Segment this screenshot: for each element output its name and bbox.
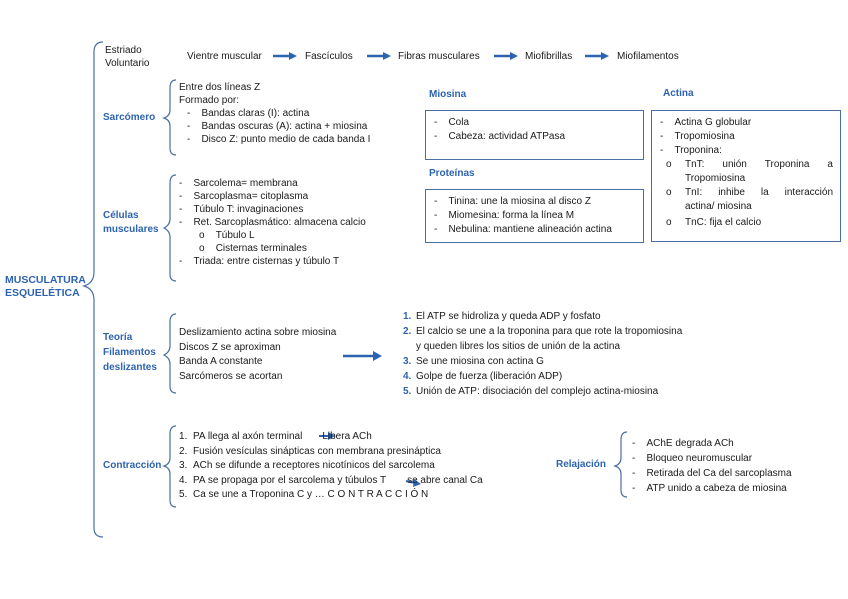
teoria-title (103, 330, 157, 375)
teoria-step-0-text: El ATP se hidroliza y queda ADP y fosfato (416, 311, 601, 322)
teoria-step-4-text: Golpe de fuerza (liberación ADP) (416, 371, 563, 382)
celulas-item-1-text: Sarcoplasma= citoplasma (193, 191, 309, 202)
celulas-subitem-1-text: Cisternas terminales (215, 243, 307, 254)
actina-item-0: - Actina G globular (660, 117, 752, 128)
contraccion-s2: Fusión vesículas sinápticas con membrana presináptica (193, 445, 441, 457)
relajacion-item-1: - Bloqueo neuromuscular (632, 453, 753, 464)
actina-tnt-line2: Tropomiosina (685, 173, 746, 184)
celulas-subitem-0-text: Túbulo L (215, 230, 255, 241)
teoria-step-3-num: 3. (403, 356, 412, 367)
celulas-title-1: Células (103, 210, 139, 221)
teoria-step-2-text: y queden libres los sitios de unión de la actina (416, 341, 621, 352)
teoria-list (179, 326, 336, 384)
sarcomero-title: Sarcómero (103, 112, 156, 123)
sarcomero-bracket (164, 80, 176, 155)
teoria-item-2: Banda A constante (179, 356, 263, 367)
celulas-item-0: - Sarcolema= membrana (179, 178, 298, 189)
actina-tni-w0: TnI: (685, 187, 703, 198)
actina-tnc-bullet: o (666, 217, 672, 228)
miosina-title: Miosina (429, 89, 467, 100)
teoria-step-0 (403, 309, 682, 324)
teoria-step-0-num: 1. (403, 311, 412, 322)
relajacion-item-2: - Retirada del Ca del sarcoplasma (632, 468, 792, 479)
type-label-1: Estriado (105, 45, 142, 56)
relajacion-item-0: - AChE degrada ACh (632, 438, 734, 449)
celulas-list (179, 177, 366, 268)
actina-item-2: - Troponina: (660, 145, 722, 156)
contraccion-title: Contracción (103, 460, 162, 471)
miosina-item-1: - Cabeza: actividad ATPasa (434, 131, 566, 142)
chain-item-1: Fascículos (305, 51, 353, 62)
root-title (5, 274, 86, 300)
teoria-item-0: Deslizamiento actina sobre miosina (179, 327, 337, 338)
chain-item-2: Fibras musculares (398, 51, 480, 62)
teoria-step-1-text: El calcio se une a la troponina para que rote la tropomiosina (416, 326, 683, 337)
relajacion-item-0-text: AChE degrada ACh (646, 438, 734, 449)
miosina-item-0-text: Cola (448, 117, 470, 128)
proteinas-item-2-text: Nebulina: mantiene alineación actina (448, 224, 612, 235)
chain-item-4: Miofilamentos (617, 51, 679, 62)
celulas-item-1: - Sarcoplasma= citoplasma (179, 191, 309, 202)
actina-tnc-line: TnC: fija el calcio (685, 217, 762, 228)
teoria-step-3-text: Se une miosina con actina G (416, 356, 544, 367)
contraccion-step-5 (179, 488, 483, 503)
sarcomero-line-1: Entre dos líneas Z (179, 82, 261, 93)
teoria-title-2: Filamentos (103, 347, 156, 358)
chain-item-0: Vientre muscular (187, 51, 262, 62)
teoria-step-3 (403, 354, 682, 369)
celulas-item-2-text: Túbulo T: invaginaciones (193, 204, 304, 215)
root-title-line1: MUSCULATURA (5, 274, 86, 286)
actina-tnt-line (685, 158, 833, 171)
actina-tnt-w3: a (827, 159, 833, 170)
celulas-item-3: - Ret. Sarcoplasmático: almacena calcio (179, 217, 366, 228)
chain-item-3: Miofibrillas (525, 51, 573, 62)
teoria-step-5 (403, 384, 682, 399)
contraccion-step-4 (179, 474, 483, 489)
celulas-subitem-0: o Túbulo L (199, 230, 255, 241)
actina-item-1: - Tropomiosina (660, 131, 735, 142)
actina-tni-line (685, 186, 833, 199)
contraccion-num-1: 1. (179, 431, 188, 442)
teoria-step-5-text: Unión de ATP: disociación del complejo actina-miosina (416, 386, 659, 397)
celulas-item-2: - Túbulo T: invaginaciones (179, 204, 304, 215)
actina-tni-w2: la (760, 187, 769, 198)
contraccion-num-5: 5. (179, 489, 188, 500)
relajacion-item-1-text: Bloqueo neuromuscular (646, 453, 753, 464)
proteinas-item-2: - Nebulina: mantiene alineación actina (434, 224, 612, 235)
type-label-2: Voluntario (105, 58, 150, 69)
proteinas-item-1: - Miomesina: forma la línea M (434, 210, 575, 221)
relajacion-title: Relajación (556, 459, 607, 470)
miosina-box (425, 110, 644, 160)
proteinas-item-0: - Tinina: une la miosina al disco Z (434, 196, 591, 207)
relajacion-bracket (615, 432, 627, 497)
actina-tnt-bullet: o (666, 159, 672, 170)
celulas-subitem-1: o Cisternas terminales (199, 243, 307, 254)
teoria-title-3: deslizantes (103, 362, 157, 373)
celulas-title-2: musculares (103, 224, 159, 235)
teoria-steps (403, 309, 682, 399)
sarcomero-item-0-text: Bandas claras (I): actina (201, 108, 310, 119)
celulas-item-3-text: Ret. Sarcoplasmático: almacena calcio (193, 217, 366, 228)
relajacion-list (632, 436, 792, 496)
actina-title: Actina (663, 88, 694, 99)
actina-tni-line2: actina/ miosina (685, 201, 752, 212)
contraccion-step-2 (179, 445, 483, 460)
sarcomero-item-2: - Disco Z: punto medio de cada banda I (187, 134, 371, 145)
actina-item-2-text: Troponina: (674, 145, 722, 156)
contraccion-list (179, 430, 483, 503)
actina-item-1-text: Tropomiosina (674, 131, 735, 142)
celulas-title (103, 209, 159, 237)
actina-box (651, 110, 841, 242)
sarcomero-item-1: - Bandas oscuras (A): actina + miosina (187, 121, 368, 132)
celulas-item-last-text: Triada: entre cisternas y túbulo T (193, 256, 340, 267)
contraccion-num-4: 4. (179, 474, 188, 486)
celulas-item-last: - Triada: entre cisternas y túbulo T (179, 256, 340, 267)
contraccion-s1b: Libera ACh (322, 431, 372, 442)
celulas-bracket (164, 175, 176, 281)
teoria-step-5-num: 5. (403, 386, 412, 397)
contraccion-s5: Ca se une a Troponina C y … C O N T R A C C I Ó N (193, 489, 429, 500)
celulas-item-0-text: Sarcolema= membrana (193, 178, 298, 189)
actina-tnt-w0: TnT: (685, 159, 705, 170)
teoria-step-4 (403, 369, 682, 384)
teoria-step-1-num: 2. (403, 326, 412, 337)
contraccion-s4b: se abre canal Ca (407, 474, 483, 486)
sarcomero-item-0: - Bandas claras (I): actina (187, 108, 310, 119)
teoria-step-4-num: 4. (403, 371, 412, 382)
miosina-item-0: - Cola (434, 117, 470, 128)
teoria-item-3: Sarcómeros se acortan (179, 370, 283, 382)
teoria-item-1: Discos Z se aproximan (179, 341, 281, 353)
contraccion-s4a: PA se propaga por el sarcolema y túbulos T (193, 474, 387, 486)
sarcomero-line-2: Formado por: (179, 95, 240, 106)
miosina-item-1-text: Cabeza: actividad ATPasa (448, 131, 566, 142)
actina-tnt-w2: Troponina (764, 159, 810, 170)
proteinas-box (425, 189, 644, 243)
actina-tni-w3: interacción (784, 187, 833, 198)
relajacion-item-3: - ATP unido a cabeza de miosina (632, 483, 787, 494)
sarcomero-item-1-text: Bandas oscuras (A): actina + miosina (201, 121, 368, 132)
contraccion-bracket (164, 426, 176, 507)
relajacion-item-2-text: Retirada del Ca del sarcoplasma (646, 468, 792, 479)
relajacion-item-3-text: ATP unido a cabeza de miosina (646, 483, 787, 494)
teoria-title-1: Teoría (103, 332, 133, 343)
actina-tnt-w1: unión (722, 159, 747, 170)
main-bracket (84, 42, 103, 537)
root-title-line2: ESQUELÉTICA (5, 287, 80, 299)
contraccion-step-3 (179, 459, 483, 474)
teoria-bracket (164, 314, 176, 393)
sarcomero-list (179, 81, 370, 146)
sarcomero-item-2-text: Disco Z: punto medio de cada banda I (201, 134, 371, 145)
contraccion-s1a: PA llega al axón terminal (193, 431, 303, 442)
contraccion-step-1 (179, 430, 483, 445)
actina-tni-w1: inhibe (718, 187, 745, 198)
actina-item-0-text: Actina G globular (674, 117, 752, 128)
contraccion-num-2: 2. (179, 445, 188, 457)
actina-tni-bullet: o (666, 187, 672, 198)
contraccion-num-3: 3. (179, 460, 188, 471)
teoria-step-1 (403, 324, 682, 339)
type-labels (105, 44, 149, 70)
proteinas-title: Proteínas (429, 168, 475, 179)
teoria-step-2 (403, 339, 682, 354)
contraccion-s3: ACh se difunde a receptores nicotínicos del sarcolema (193, 460, 435, 471)
proteinas-item-1-text: Miomesina: forma la línea M (448, 210, 575, 221)
proteinas-item-0-text: Tinina: une la miosina al disco Z (448, 196, 591, 207)
